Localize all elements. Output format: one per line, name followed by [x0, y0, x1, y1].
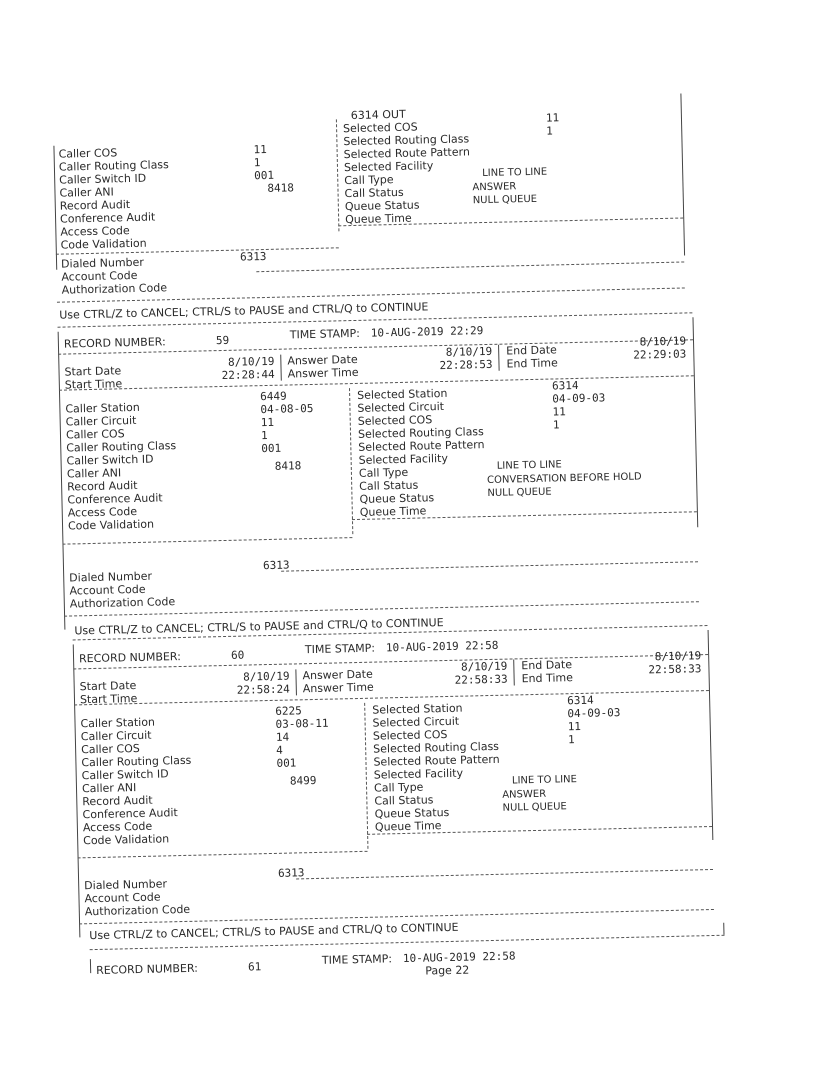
selected-cos-label: Selected COS [342, 120, 418, 136]
selected-cos-value: 11 [552, 405, 566, 419]
access-code-label: Access Code [60, 224, 130, 239]
caller-ani-label: Caller ANI [81, 781, 137, 796]
answer-time-label: Answer Time [287, 365, 359, 381]
caller-routing-class-label: Caller Routing Class [66, 439, 177, 455]
caller-ani-label: Caller ANI [66, 466, 122, 481]
access-code-label: Access Code [82, 819, 153, 835]
queue-status-value: NULL QUEUE [502, 801, 567, 814]
call-type-label: Call Type [344, 173, 394, 188]
page-number: Page 22 [425, 963, 470, 978]
selected-circuit-value: 04-09-03 [552, 391, 606, 406]
selected-station-value: 6314 [551, 378, 579, 393]
caller-circuit-label: Caller Circuit [80, 728, 152, 744]
queue-time-label: Queue Time [374, 819, 442, 834]
dialed-number-value: 6313 [262, 558, 290, 573]
answer-time-label: Answer Time [302, 680, 374, 696]
caller-routing-class-value: 1 [260, 428, 268, 443]
record-audit-label: Record Audit [67, 478, 138, 494]
call-type-value: LINE TO LINE [482, 166, 548, 180]
caller-routing-class-value: 1 [253, 156, 261, 170]
answer-date-label: Answer Date [287, 352, 358, 368]
end-time-value: 22:29:03 [633, 347, 687, 362]
record-number-label: RECORD NUMBER: [95, 961, 199, 978]
caller-ani-label: Caller ANI [59, 185, 114, 200]
selected-cos-label: Selected COS [357, 413, 433, 428]
start-time-value: 22:28:44 [221, 367, 275, 383]
selected-facility-label: Selected Facility [343, 159, 434, 175]
caller-station-label: Caller Station [65, 400, 140, 416]
answer-date-label: Answer Date [302, 667, 373, 683]
selected-route-pattern-label: Selected Route Pattern [343, 145, 470, 162]
start-time-value: 22:58:24 [236, 682, 290, 697]
end-time-label: End Time [506, 356, 558, 371]
queue-status-label: Queue Status [344, 198, 420, 214]
call-type-value: LINE TO LINE [496, 459, 562, 472]
selected-station-label: Selected Station [372, 701, 463, 717]
time-stamp-value: 10-AUG-2019 22:29 [370, 324, 484, 340]
authorization-code-label: Authorization Code [61, 281, 168, 297]
start-time-label: Start Time [64, 377, 123, 392]
record-number-value: 59 [215, 333, 230, 348]
caller-circuit-value: 04-08-05 [260, 401, 314, 417]
call-type-label: Call Type [358, 465, 409, 480]
end-date-label: End Date [521, 658, 573, 673]
selected-circuit-value: 04-09-03 [567, 706, 621, 721]
caller-station-value: 6449 [260, 389, 287, 404]
continue-prompt: Use CTRL/Z to CANCEL; CTRL/S to PAUSE and CTRL/Q to CONTINUE [74, 616, 444, 638]
selected-circuit-label: Selected Circuit [357, 399, 445, 415]
start-date-value: 8/10/19 [243, 669, 290, 684]
caller-cos-label: Caller COS [80, 741, 140, 757]
dialed-number-value: 6313 [239, 249, 267, 264]
caller-cos-value: 14 [275, 730, 290, 744]
start-date-label: Start Date [64, 364, 122, 379]
call-type-label: Call Type [373, 780, 424, 795]
caller-switch-id-label: Caller Switch ID [66, 452, 154, 468]
time-stamp-label: TIME STAMP: [321, 952, 393, 967]
account-code-label: Account Code [69, 582, 146, 598]
selected-routing-class-value: 1 [552, 418, 560, 432]
end-date-value: 8/10/19 [654, 649, 702, 664]
selected-routing-class-label: Selected Routing Class [343, 132, 470, 149]
answer-time-value: 22:28:53 [439, 357, 493, 373]
dialed-number-label: Dialed Number [69, 569, 153, 585]
caller-switch-id-label: Caller Switch ID [81, 767, 169, 783]
selected-routing-class-value: 1 [546, 124, 553, 138]
selected-station-value: 6314 OUT [350, 107, 406, 123]
end-date-value: 8/10/19 [639, 334, 687, 349]
caller-ani-value: 8418 [267, 181, 295, 195]
conference-audit-label: Conference Audit [67, 491, 163, 507]
caller-switch-id-value: 001 [261, 441, 282, 456]
caller-cos-value: 11 [260, 415, 275, 430]
caller-ani-value: 8418 [274, 459, 302, 473]
queue-time-label: Queue Time [359, 504, 427, 519]
caller-circuit-label: Caller Circuit [65, 413, 137, 429]
start-time-label: Start Time [79, 692, 138, 707]
caller-switch-id-value: 001 [254, 168, 275, 183]
answer-date-value: 8/10/19 [460, 659, 508, 674]
caller-ani-value: 8499 [289, 773, 317, 788]
start-date-value: 8/10/19 [227, 354, 275, 369]
selected-route-pattern-label: Selected Route Pattern [373, 752, 500, 769]
code-validation-label: Code Validation [60, 236, 147, 252]
record-audit-label: Record Audit [82, 793, 153, 809]
caller-cos-label: Caller COS [58, 146, 118, 161]
record-number-label: RECORD NUMBER: [78, 650, 182, 666]
call-status-value: ANSWER [472, 181, 517, 194]
caller-station-label: Caller Station [80, 715, 156, 731]
call-status-label: Call Status [359, 478, 419, 493]
caller-circuit-value: 03-08-11 [275, 716, 329, 731]
caller-routing-class-value: 4 [276, 743, 283, 757]
code-validation-label: Code Validation [83, 832, 170, 848]
authorization-code-label: Authorization Code [84, 902, 191, 919]
call-status-value: CONVERSATION BEFORE HOLD [487, 471, 642, 487]
queue-status-label: Queue Status [374, 805, 450, 821]
dialed-number-value: 6313 [277, 866, 305, 880]
selected-station-value: 6314 [566, 693, 594, 708]
continue-prompt: Use CTRL/Z to CANCEL; CTRL/S to PAUSE and CTRL/Q to CONTINUE [59, 300, 429, 322]
answer-time-value: 22:58:33 [454, 672, 508, 687]
record-number-value: 61 [247, 960, 262, 974]
call-status-label: Call Status [374, 793, 434, 808]
caller-cos-label: Caller COS [65, 427, 125, 442]
caller-routing-class-label: Caller Routing Class [58, 158, 169, 174]
code-validation-label: Code Validation [67, 517, 155, 533]
selected-station-label: Selected Station [357, 386, 448, 402]
call-status-label: Call Status [344, 185, 404, 201]
conference-audit-label: Conference Audit [59, 210, 156, 226]
caller-routing-class-label: Caller Routing Class [81, 753, 192, 770]
queue-status-value: NULL QUEUE [487, 486, 552, 500]
queue-time-label: Queue Time [345, 211, 412, 227]
selected-routing-class-label: Selected Routing Class [373, 739, 500, 756]
caller-cos-value: 11 [253, 142, 267, 157]
dialed-number-label: Dialed Number [60, 255, 144, 271]
selected-routing-class-label: Selected Routing Class [357, 425, 484, 441]
end-time-value: 22:58:33 [648, 662, 702, 677]
conference-audit-label: Conference Audit [82, 806, 178, 822]
partial-record [0, 0, 805, 297]
caller-switch-id-value: 001 [276, 756, 297, 770]
selected-facility-label: Selected Facility [373, 766, 464, 782]
queue-status-value: NULL QUEUE [472, 193, 538, 207]
end-time-label: End Time [521, 671, 574, 686]
access-code-label: Access Code [67, 504, 138, 520]
call-status-value: ANSWER [502, 788, 547, 801]
selected-routing-class-value: 1 [567, 733, 575, 747]
account-code-label: Account Code [61, 268, 138, 284]
time-stamp-value: 10-AUG-2019 22:58 [385, 638, 499, 655]
caller-switch-id-label: Caller Switch ID [59, 171, 147, 187]
selected-cos-label: Selected COS [372, 727, 448, 743]
record-number-value: 60 [230, 648, 245, 662]
call-type-value: LINE TO LINE [511, 774, 578, 787]
selected-cos-value: 11 [545, 111, 560, 125]
time-stamp-label: TIME STAMP: [289, 326, 361, 342]
time-stamp-label: TIME STAMP: [304, 641, 376, 657]
selected-route-pattern-label: Selected Route Pattern [358, 438, 485, 454]
end-date-label: End Date [506, 343, 558, 358]
account-code-label: Account Code [84, 890, 161, 906]
start-date-label: Start Date [79, 679, 137, 694]
time-stamp-value: 10-AUG-2019 22:58 [402, 949, 516, 966]
dialed-number-label: Dialed Number [84, 877, 168, 893]
queue-status-label: Queue Status [359, 491, 435, 506]
continue-prompt: Use CTRL/Z to CANCEL; CTRL/S to PAUSE and CTRL/Q to CONTINUE [89, 920, 459, 943]
caller-station-value: 6225 [275, 704, 302, 718]
selected-facility-label: Selected Facility [358, 451, 449, 467]
authorization-code-label: Authorization Code [69, 595, 176, 611]
record-number-label: RECORD NUMBER: [63, 335, 166, 351]
selected-cos-value: 11 [567, 719, 582, 734]
selected-circuit-label: Selected Circuit [372, 714, 460, 730]
record-audit-label: Record Audit [59, 198, 131, 213]
answer-date-value: 8/10/19 [445, 344, 493, 359]
